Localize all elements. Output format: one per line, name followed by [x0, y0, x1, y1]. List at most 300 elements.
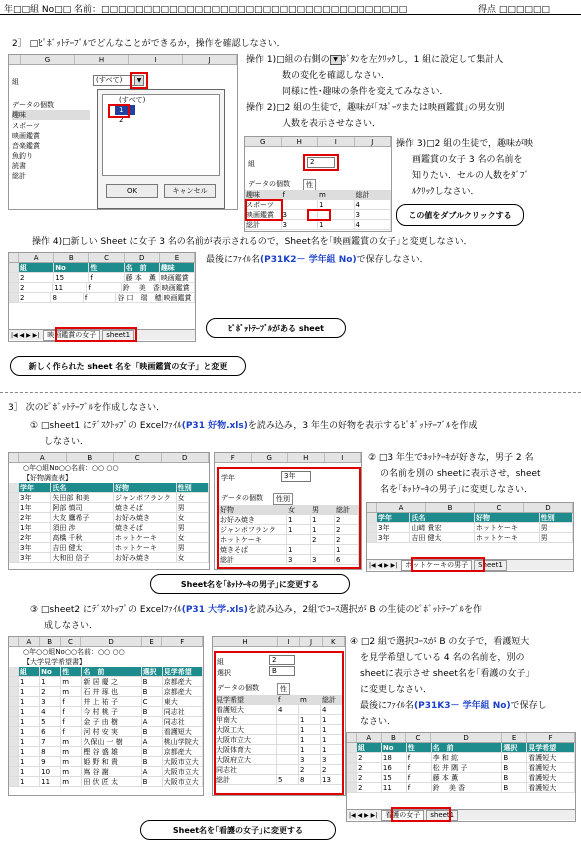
col: C [406, 733, 431, 742]
table-cell: f [61, 717, 82, 726]
table-cell: 組 [19, 667, 40, 676]
cell: 性 [89, 263, 124, 272]
table-cell: 好物 [475, 513, 540, 522]
table-cell: 2 [299, 765, 321, 774]
table-cell: 吉田 健太 [410, 533, 475, 542]
table-cell: 2年 [19, 513, 51, 522]
q3-filename: (P31 大学.xls) [181, 605, 248, 615]
food-r2: 【好物調査表】 [23, 474, 72, 482]
table-cell: 看護短大 [527, 783, 575, 792]
col: A [19, 253, 54, 262]
table-cell: 1 [311, 515, 335, 524]
cell: f [282, 190, 319, 199]
pivot-sheet-2 [244, 136, 392, 232]
table-cell: 総計 [321, 695, 343, 704]
col: C [114, 453, 162, 462]
table-cell: 1 [40, 677, 61, 686]
table-cell: m [61, 757, 82, 766]
table-cell: 甲南大 [215, 715, 277, 724]
col: F [215, 453, 252, 462]
table-row [9, 717, 203, 727]
table-cell: 同志社 [163, 707, 203, 716]
kumi-dropdown[interactable]: (すべて) [93, 75, 143, 86]
table-cell: お好み焼き [219, 515, 287, 524]
row-sports: スポーツ [12, 122, 40, 130]
table-cell: 8 [299, 775, 321, 784]
row-header [347, 763, 357, 772]
table-cell: 18 [382, 753, 407, 762]
col: J [300, 637, 322, 646]
table-row [9, 523, 209, 533]
op1-line2: 数の変化を確認しなさい． [282, 71, 391, 81]
table-cell: 看護短大 [163, 727, 203, 736]
cell: 総計 [355, 190, 392, 199]
table-cell: ジャンボフランク [114, 493, 177, 502]
table-cell: f [277, 695, 299, 704]
table-cell: 3年 [377, 523, 410, 532]
row-header [9, 483, 19, 492]
table-cell: 1 [321, 735, 343, 744]
table-cell: 6 [335, 555, 359, 564]
table-cell: 高橋 千秋 [51, 533, 114, 542]
sei-label-2: 性 [303, 179, 316, 191]
table-cell: 井 上 祐 子 [82, 697, 141, 706]
table-row [9, 283, 195, 293]
row-music: 音楽鑑賞 [12, 142, 40, 150]
column-headers-9 [347, 733, 575, 743]
table-cell: B [142, 727, 163, 736]
table-cell: A [142, 737, 163, 746]
table-cell: 2 [335, 515, 359, 524]
row-header [347, 753, 357, 762]
highlight-hotcake-tab [411, 557, 485, 572]
table-cell: B [142, 677, 163, 686]
table-cell: 大和田 信子 [51, 553, 114, 562]
table-cell: 1 [321, 745, 343, 754]
header-divider [0, 14, 581, 15]
table-cell: 1 [19, 687, 40, 696]
kumi-label: 組 [12, 78, 19, 86]
table-cell: m [61, 677, 82, 686]
table-cell: m [299, 695, 321, 704]
table-row [9, 553, 209, 563]
col: F [162, 637, 203, 646]
table-cell: 組 [357, 743, 382, 752]
callout-kango: Sheet名を｢看護の女子｣に変更する [140, 820, 336, 840]
col-g2: G [245, 137, 282, 146]
table-cell: 好物 [219, 505, 287, 514]
gakunen-label: 学年 [221, 474, 235, 482]
cell: 映画鑑賞 [245, 210, 282, 219]
q3-text-c: を読み込み，2組でｺｰｽ選択が B の生徒のﾋﾟﾎﾞｯﾄﾃｰﾌﾞﾙを作 [247, 605, 483, 615]
table-cell: ホットケーキ [114, 543, 177, 552]
highlight-kango-tab [391, 807, 451, 822]
highlight-value-3 [307, 209, 331, 221]
table-cell: 1 [299, 715, 321, 724]
op1-line3: 同様に性･趣味の条件を変えてみなさい． [282, 87, 449, 97]
col: B [54, 253, 89, 262]
table-cell: 大阪府立大 [215, 755, 277, 764]
row-header [9, 553, 19, 562]
table-cell: 1 [287, 525, 311, 534]
q2-line2: の名前を別の sheetに表示させ，sheet [380, 469, 541, 479]
highlight-pivot [217, 467, 361, 569]
table-cell: f [61, 707, 82, 716]
row-header [367, 523, 377, 532]
table-cell: 氏名 [410, 513, 475, 522]
table-cell: 8 [40, 747, 61, 756]
sentaku-dropdown[interactable]: B [269, 666, 295, 676]
table-cell: 京都産大 [163, 747, 203, 756]
col-g: G [21, 55, 75, 64]
table-cell: 1 [19, 777, 40, 786]
table-cell: 山﨑 貴宏 [410, 523, 475, 532]
table-row [9, 503, 209, 513]
sentaku-label: 選択 [217, 669, 231, 677]
row-header [9, 533, 19, 542]
cell: 3 [282, 210, 319, 219]
col-h: H [75, 55, 129, 64]
row-header [9, 513, 19, 522]
callout-hotcake: Sheet名を｢ﾎｯﾄｹｰｷの男子｣に変更する [150, 574, 350, 594]
row-header [9, 493, 19, 502]
cell: 趣味 [160, 263, 195, 272]
dropdown-arrow-icon[interactable]: ▼ [134, 75, 144, 86]
callout-double-click: この値をダブルクリックする [396, 204, 524, 226]
highlight-item-1 [108, 104, 130, 118]
q2-line1: ② □3 年生でﾎｯﾄｹｰｷが好きな，男子 2 名 [368, 453, 534, 463]
table-cell: 1 [287, 515, 311, 524]
table-cell: m [61, 767, 82, 776]
cell: m [318, 190, 355, 199]
table-cell: 見学希望 [215, 695, 277, 704]
gakunen-dropdown[interactable]: 3年 [281, 471, 311, 482]
table-cell: 3年 [19, 543, 51, 552]
cell: 3 [355, 210, 392, 219]
table-row [245, 220, 391, 230]
sei-label-8: 性 [277, 683, 290, 695]
table-cell: 2 [357, 773, 382, 782]
tab-nav-icon[interactable]: |◀ ◀ ▶ ▶| [11, 331, 40, 339]
table-cell: お好み焼き [114, 553, 177, 562]
op1-text-a: 操作 1)□組の右側の [246, 55, 330, 65]
cell: f [87, 283, 121, 292]
table-row [9, 727, 203, 737]
col: H [213, 637, 278, 646]
op3-line1: 操作 3)□2 組の生徒で，趣味が映 [396, 139, 534, 149]
table-cell: 13 [321, 775, 343, 784]
q4-line2: を見学希望している 4 名の名前を，別の [360, 653, 525, 663]
row-header [9, 503, 19, 512]
table-cell: 女 [177, 513, 209, 522]
table-cell: 大阪市立大 [215, 735, 277, 744]
q4-text-g: で保存し [510, 701, 547, 711]
column-headers-4 [9, 453, 209, 463]
table-cell: 4 [321, 705, 343, 714]
table-cell: 吉田 健太 [51, 543, 114, 552]
col: C [89, 253, 124, 262]
table-cell: 1年 [19, 523, 51, 532]
table-cell: f [407, 763, 432, 772]
table-cell: 4 [40, 707, 61, 716]
food-r1: ○年○組No○○名前：○○ ○○ [23, 464, 119, 472]
table-cell: 1 [19, 737, 40, 746]
table-cell: 1 [299, 745, 321, 754]
col: A [19, 453, 67, 462]
tab-sheet1[interactable]: sheet1 [102, 330, 134, 341]
cell: 名 前 [125, 263, 160, 272]
col-i: I [129, 55, 183, 64]
col: B [382, 733, 407, 742]
tab-kango-girls[interactable]: 看護の女子 [381, 810, 424, 821]
table-cell: 田 伏 匠 太 [82, 777, 141, 786]
table-cell: B [142, 747, 163, 756]
col: A [377, 503, 426, 512]
univ-r1: ○年○○組No○○名前：○○ ○○ [23, 648, 125, 656]
table-cell: 李 和 紘 [432, 753, 503, 762]
col: I [278, 637, 300, 646]
table-row [347, 773, 575, 783]
table-cell: 嶌 谷 謝 [82, 767, 141, 776]
table-cell: 1 [287, 545, 311, 554]
col: E [160, 253, 195, 262]
tab-hotcake-boys[interactable]: ホットケーキの男子 [401, 560, 472, 571]
result-sheet-1 [8, 252, 196, 342]
row-header [9, 747, 19, 756]
table-cell: 選択 [142, 667, 163, 676]
table-cell: B [502, 783, 527, 792]
table-cell: 河 村 安 実 [82, 727, 141, 736]
cell [282, 200, 319, 209]
table-cell: 3年 [377, 533, 410, 542]
table-cell: 1 [19, 747, 40, 756]
cell: 1 [318, 220, 355, 229]
table-cell: f [407, 753, 432, 762]
table-cell: 見学希望 [163, 667, 203, 676]
q4-text-e: 最後にﾌｧｲﾙ名 [360, 701, 415, 711]
table-header [367, 513, 573, 523]
table-cell: B [142, 777, 163, 786]
q3-line2: 成しなさい． [44, 621, 99, 631]
table-cell: 焼きそば [219, 545, 287, 554]
sei-label-5: 性別 [273, 493, 293, 505]
table-cell: 3年 [19, 493, 51, 502]
table-cell: 1 [299, 735, 321, 744]
col-j2: J [355, 137, 392, 146]
kango-sheet [346, 732, 576, 822]
table-cell: 見学希望 [527, 743, 575, 752]
table-cell: 名 前 [82, 667, 141, 676]
row-fishing: 魚釣り [12, 152, 33, 160]
row-header [9, 687, 19, 696]
cell: 15 [54, 273, 89, 282]
q3-line1 [30, 604, 482, 617]
table-cell: B [142, 757, 163, 766]
tab-nav-icon[interactable]: |◀ ◀ ▶ ▶| [369, 561, 398, 569]
row-header [347, 773, 357, 782]
cell: 映画鑑賞 [160, 273, 195, 282]
op4-text-d: で保存しなさい． [356, 255, 429, 265]
table-cell: B [502, 753, 527, 762]
tab-nav-icon[interactable]: |◀ ◀ ▶ ▶| [349, 811, 378, 819]
dropdown-button-icon: ▼ [330, 55, 342, 65]
table-cell: 1 [321, 725, 343, 734]
table-cell: A [142, 767, 163, 776]
table-cell: 性別 [177, 483, 209, 492]
table-cell: 2 [335, 525, 359, 534]
row-header [9, 777, 19, 786]
row-header [9, 677, 19, 686]
filter-popup [97, 89, 225, 209]
count-label-8: データの個数 [217, 684, 259, 692]
col: B [426, 503, 475, 512]
table-row [9, 737, 203, 747]
tab-sheet1-b[interactable]: Sheet1 [474, 560, 507, 571]
univ-r2: 【大学見学希望書】 [23, 658, 86, 666]
op4-text-b: 最後にﾌｧｲﾙ名 [206, 255, 261, 265]
table-cell: No [382, 743, 407, 752]
table-cell: B [142, 707, 163, 716]
kumi-label-8: 組 [217, 658, 224, 666]
table-cell: ホットケーキ [114, 533, 177, 542]
table-cell: 看護短大 [527, 753, 575, 762]
column-headers-7 [9, 637, 203, 647]
row-header [9, 707, 19, 716]
row-header [9, 523, 19, 532]
col: A [19, 637, 40, 646]
table-cell: ジャンボフランク [219, 525, 287, 534]
table-row [9, 767, 203, 777]
table-cell: 総計 [215, 775, 277, 784]
table-cell: 5 [277, 775, 299, 784]
table-cell: B [502, 763, 527, 772]
table-cell: 京都産大 [163, 677, 203, 686]
tab-sheet1-c[interactable]: sheet1 [426, 810, 458, 821]
university-sheet [8, 636, 204, 796]
row-header [9, 727, 19, 736]
op3-line3: 知りたい．セルの人数をﾀﾞﾌﾞ [412, 171, 530, 181]
q4-line4: に変更しなさい． [360, 685, 433, 695]
table-cell: 鈴 美 香 [432, 783, 503, 792]
table-cell: お好み焼き [114, 513, 177, 522]
op3-line2: 画鑑賞の女子 3 名の名前を [412, 155, 523, 165]
table-cell: 1 [19, 697, 40, 706]
table-cell: 看護短大 [527, 773, 575, 782]
kumi-dropdown-2[interactable]: 2 [307, 157, 335, 168]
highlight-univ-pivot [214, 651, 344, 795]
table-row [9, 533, 209, 543]
table-cell: 11 [40, 777, 61, 786]
q2-line3: 名を｢ﾎｯﾄｹｰｷの男子｣に変更しなさい． [380, 485, 534, 495]
table-cell: 2 [335, 535, 359, 544]
table-cell: 2 [357, 753, 382, 762]
table-row [9, 757, 203, 767]
table-cell: 焼きそば [114, 523, 177, 532]
table-cell: 1 [19, 757, 40, 766]
table-cell: 2 [357, 783, 382, 792]
popup-item-all[interactable]: (すべて) [119, 96, 146, 104]
op2-line2: 人数を表示させなさい． [282, 119, 382, 129]
row-header [9, 757, 19, 766]
count-label-2: データの個数 [248, 180, 290, 188]
table-cell: 1 [335, 545, 359, 554]
table-cell: 3 [287, 555, 311, 564]
table-cell: 矢田部 和美 [51, 493, 114, 502]
col: H [288, 453, 325, 462]
cell: 8 [51, 293, 83, 302]
table-cell: No [40, 667, 61, 676]
callout-new-sheet: 新しく作られた sheet 名を「映画鑑賞の女子」と変更 [10, 356, 246, 376]
row-movie: 映画鑑賞 [12, 132, 40, 140]
ok-button[interactable]: OK [106, 184, 158, 198]
row-header [9, 737, 19, 746]
table-cell: 東大 [163, 697, 203, 706]
table-cell: 男 [311, 505, 335, 514]
col: D [431, 733, 503, 742]
table-row [347, 753, 575, 763]
cell: 映画鑑賞 [161, 283, 195, 292]
table-header [9, 263, 195, 273]
tab-movie-girls[interactable]: 映画鑑賞の女子 [43, 330, 100, 341]
table-cell: B [142, 687, 163, 696]
table-cell: 2 [321, 765, 343, 774]
hotcake-sheet [366, 502, 574, 572]
row-header [367, 533, 377, 542]
table-row [9, 697, 203, 707]
table-cell: m [61, 747, 82, 756]
cell: f [89, 273, 124, 282]
column-headers-8 [213, 637, 345, 647]
table-row [9, 293, 195, 303]
table-cell: f [407, 783, 432, 792]
pivot-sheet-1 [8, 54, 238, 210]
col: C [61, 637, 82, 646]
table-header [9, 667, 203, 677]
table-cell: 同志社 [215, 765, 277, 774]
kumi-dropdown-8[interactable]: 2 [269, 655, 295, 665]
table-cell: 須田 渉 [51, 523, 114, 532]
food-table [9, 483, 209, 563]
header-name-line: 年□□組 No□□ 名前：□□□□□□□□□□□□□□□□□□□□□□□□□□□□□□□□□□□□ [4, 5, 408, 15]
table-row [9, 747, 203, 757]
cell: 映画鑑賞 [163, 293, 195, 302]
popup-item-2[interactable]: 2 [119, 116, 124, 124]
highlight-hobby-rows [245, 199, 283, 221]
table-cell: 大阪市立大 [163, 777, 203, 786]
row-header [347, 743, 357, 752]
cell: スポーツ [245, 200, 282, 209]
table-cell: 総計 [335, 505, 359, 514]
table-cell: 女 [287, 505, 311, 514]
op1-line1 [246, 54, 503, 67]
op3-line4: ﾙｸﾘｯｸしなさい． [412, 187, 480, 197]
section-divider [0, 392, 581, 393]
cell: 趣味 [245, 190, 282, 199]
table-cell: 大阪市立大 [163, 767, 203, 776]
section2-heading: 2］ □ﾋﾟﾎﾞｯﾄﾃｰﾌﾞﾙでどんなことができるか，操作を確認しなさい． [12, 39, 286, 49]
table-cell: 石 井 琢 也 [82, 687, 141, 696]
q1-text-c: を読み込み，3 年生の好物を表示するﾋﾟﾎﾞｯﾄﾃｰﾌﾞﾙを作成 [247, 421, 478, 431]
table-header [9, 483, 209, 493]
col: D [125, 253, 160, 262]
popup-item-1[interactable]: 1 [115, 105, 135, 115]
cancel-button[interactable]: キャンセル [164, 184, 216, 198]
hobby-list [12, 121, 40, 181]
food-pivot [214, 452, 362, 570]
header-score: 得点 □□□□□□ [478, 5, 550, 15]
table-cell: 16 [382, 763, 407, 772]
q1-line2: しなさい． [44, 437, 90, 447]
